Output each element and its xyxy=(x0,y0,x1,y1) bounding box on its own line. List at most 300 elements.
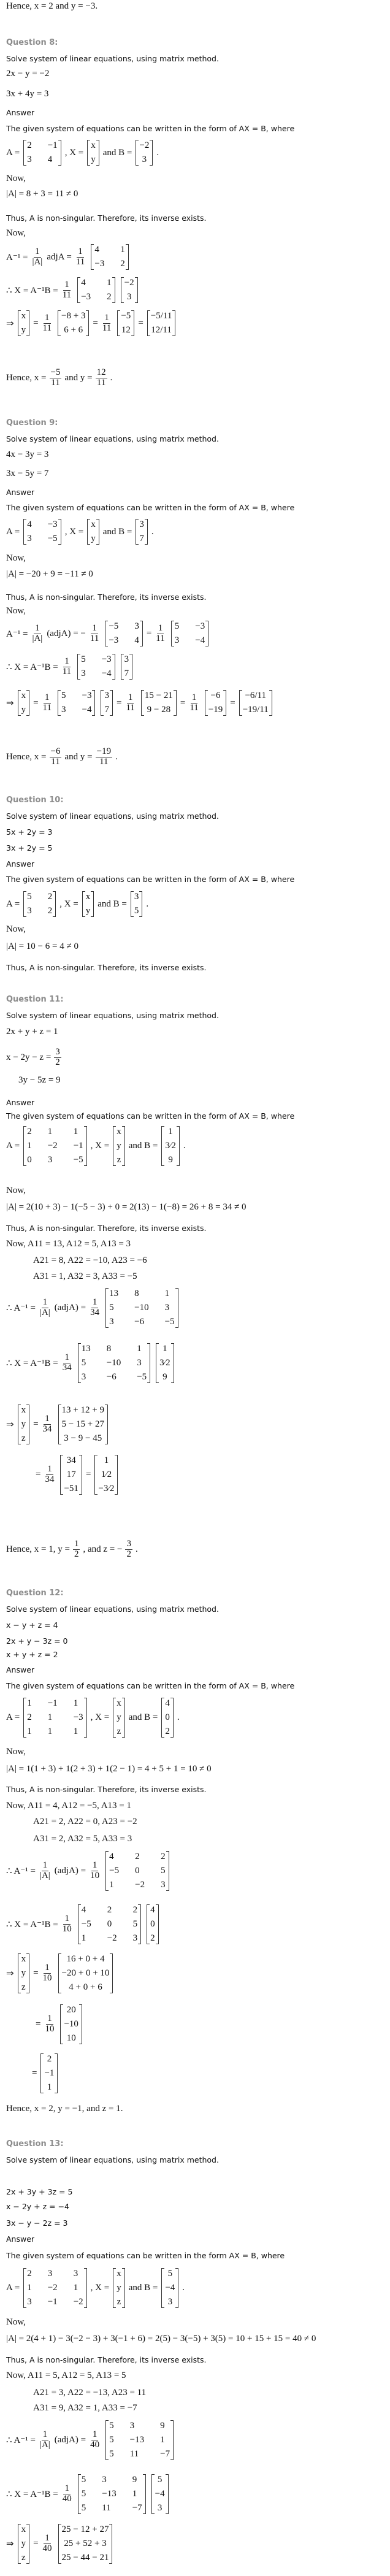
matrix-x xyxy=(18,310,30,336)
numerator: 1 xyxy=(45,692,50,702)
matrix-cell: −19/11 xyxy=(242,705,269,715)
denominator: 34 xyxy=(45,1474,55,1484)
math-text: = xyxy=(36,1470,41,1479)
nonsingular-note: Thus, A is non-singular. Therefore, its inverse exists. xyxy=(6,1224,207,1233)
denominator: 10 xyxy=(90,1871,100,1880)
matrix-cell: 2 xyxy=(107,1905,112,1915)
matrix-cell: 3⁄2 xyxy=(165,1141,176,1151)
math-text: = xyxy=(146,628,152,638)
denominator: 34 xyxy=(62,1363,72,1373)
denominator: 11 xyxy=(96,377,106,388)
math-text: ⇒ xyxy=(6,318,14,329)
fraction xyxy=(89,2430,101,2450)
cofactors: A21 = 8, A22 = −10, A23 = −6 xyxy=(33,1255,147,1265)
matrix-cell: 2 xyxy=(27,140,32,150)
matrix-cell: 4 xyxy=(109,1852,114,1861)
matrix-cell: 1 xyxy=(73,1127,78,1137)
matrix-cell: 2 xyxy=(27,1712,32,1722)
matrix-cell: 2 xyxy=(47,906,53,916)
math-text: ∴ A⁻¹ = xyxy=(6,2436,36,2445)
form-statement: The given system of equations can be written in the form of AX = B, where xyxy=(6,124,295,133)
matrix-cell: y xyxy=(21,1968,26,1978)
math-text: ∴ X = A⁻¹B = xyxy=(6,2490,58,2499)
fraction xyxy=(44,1465,55,1485)
numerator: 1 xyxy=(104,312,109,323)
matrix-cell: −4 xyxy=(165,2283,175,2293)
denominator: 11 xyxy=(51,377,60,388)
matrix-cell: y xyxy=(117,2283,121,2293)
math-text: and B = xyxy=(98,899,127,909)
matrix-cell: 1 xyxy=(27,2283,32,2293)
matrix-cell: 3⁄2 xyxy=(159,1358,170,1368)
denominator: 34 xyxy=(90,1308,100,1317)
math-text: ⇒ xyxy=(6,1969,14,1979)
matrix-cell: 25 − 44 − 21 xyxy=(61,2553,109,2563)
math-line xyxy=(6,1904,161,1944)
equation: 2x + y + z = 1 xyxy=(6,1027,58,1037)
question-title: Question 11: xyxy=(6,995,64,1004)
matrix-cell: 1 xyxy=(120,245,125,255)
matrix-cell: 5 xyxy=(81,2489,86,2499)
fraction xyxy=(89,1298,101,1318)
result xyxy=(239,690,272,716)
nonsingular-note: Thus, A is non-singular. Therefore, its inverse exists. xyxy=(6,963,207,972)
denominator: 11 xyxy=(90,633,99,643)
math-text: , X = xyxy=(90,2283,110,2293)
matrix-cell: y xyxy=(91,534,96,543)
matrix-cell: 3 xyxy=(27,534,32,543)
matrix-cell: −10 xyxy=(64,2019,78,2029)
denominator: 40 xyxy=(90,2440,100,2450)
math-text: ∴ X = A⁻¹B = xyxy=(6,1359,58,1368)
matrix-b xyxy=(161,2268,178,2308)
matrix-x xyxy=(113,1126,125,1166)
matrix-cell: 4 xyxy=(47,155,53,164)
now-label: Now, xyxy=(6,1186,26,1195)
result xyxy=(40,2053,58,2093)
matrix-cell: 1 xyxy=(47,1127,53,1137)
math-text: Hence, x = xyxy=(6,751,47,762)
matrix-cell: y xyxy=(21,705,26,715)
numerator: 1 xyxy=(92,2429,98,2440)
matrix-cell: 3 xyxy=(167,2297,173,2307)
expanded xyxy=(141,690,177,716)
matrix-cell: 5 xyxy=(174,621,180,631)
matrix-x xyxy=(18,1405,30,1444)
matrix-cell: 2 xyxy=(47,892,53,902)
cofactors: A31 = 1, A32 = 3, A33 = −5 xyxy=(33,1271,137,1281)
matrix-cell: x xyxy=(117,2269,121,2279)
matrix-cell: 1 xyxy=(73,1727,78,1736)
form-statement: The given system of equations can be written in the form AX = B, where xyxy=(6,2251,285,2260)
matrix-x xyxy=(18,2524,30,2564)
matrix-cell: −10 xyxy=(134,1303,149,1313)
matrix-cell: 3 xyxy=(47,2269,53,2279)
math-line xyxy=(6,1539,138,1560)
matrix-cell: −5 xyxy=(137,1372,147,1382)
matrix-cell: 3 xyxy=(142,155,147,164)
matrix-cell: −1 xyxy=(47,2297,58,2307)
math-text: A = xyxy=(6,2283,20,2293)
matrix-cell: −2 xyxy=(124,278,134,288)
matrix-cell: 7 xyxy=(124,669,129,678)
matrix-cell: 1⁄2 xyxy=(101,1470,112,1479)
matrix-cell: −5 xyxy=(81,1919,91,1929)
determinant: |A| = 1(1 + 3) + 1(2 + 3) + 1(2 − 1) = 4 + 5 + 1 = 10 ≠ 0 xyxy=(6,1764,212,1774)
matrix-cell: −6 xyxy=(106,1372,117,1382)
matrix-cell: 34 xyxy=(66,1455,76,1465)
math-text: = xyxy=(116,697,122,708)
simplified xyxy=(205,690,226,716)
matrix-cell: 5 xyxy=(161,1866,166,1876)
math-text: , X = xyxy=(90,1712,110,1722)
denominator: 40 xyxy=(62,2494,72,2504)
matrix-cell: −5 xyxy=(73,1155,83,1165)
denominator: 11 xyxy=(42,323,52,333)
matrix-a xyxy=(23,519,61,545)
denominator: 2 xyxy=(55,1057,60,1067)
adj-matrix xyxy=(171,621,208,646)
equation: x − y + z = 4 xyxy=(6,1620,58,1630)
denominator: 10 xyxy=(45,2024,55,2034)
matrix-cell: 4 xyxy=(165,1698,170,1708)
matrix-cell: 4 xyxy=(134,635,139,645)
matrix-cell: 0 xyxy=(27,1155,32,1165)
math-text: x − 2y − z = xyxy=(6,1052,52,1062)
matrix-b xyxy=(151,2474,169,2514)
expanded xyxy=(58,1405,108,1444)
denominator: 11 xyxy=(75,256,85,267)
math-line xyxy=(6,1405,110,1444)
numerator: −6 xyxy=(50,746,61,756)
fraction xyxy=(61,657,72,677)
fraction xyxy=(96,747,112,767)
matrix-cell: x xyxy=(91,140,96,150)
matrix-cell: −5 xyxy=(109,621,119,631)
cofactors: A21 = 3, A22 = −13, A23 = 11 xyxy=(33,2388,147,2398)
matrix-cell: 5 xyxy=(109,2449,114,2459)
matrix-cell: z xyxy=(117,1727,121,1736)
math-text: = xyxy=(180,697,186,708)
matrix-cell: −4 xyxy=(101,669,112,678)
numerator: 1 xyxy=(191,692,197,702)
fraction xyxy=(39,2430,52,2450)
math-text: ∴ X = A⁻¹B = xyxy=(6,1920,58,1930)
numerator: 1 xyxy=(64,279,69,289)
determinant: |A| = 2(4 + 1) − 3(−2 − 3) + 3(−1 + 6) = 2(5) − 3(−5) + 3(5) = 10 + 15 + 15 = 40 ≠ 0 xyxy=(6,2334,316,2344)
question-prompt: Solve system of linear equations, using matrix method. xyxy=(6,1011,219,1020)
numerator: 1 xyxy=(47,2014,52,2024)
matrix-cell: −3 xyxy=(94,259,105,269)
math-line xyxy=(6,2524,114,2564)
matrix-cell: 8 xyxy=(134,1289,139,1298)
adj-matrix xyxy=(91,244,128,270)
numerator: 12 xyxy=(96,367,106,377)
math-text: ⇒ xyxy=(6,698,14,708)
cofactors: A31 = 2, A32 = 5, A33 = 3 xyxy=(33,1834,132,1844)
math-text: ⇒ xyxy=(6,2539,14,2549)
matrix-cell: 10 xyxy=(66,2033,76,2043)
equation: 2x − y = −2 xyxy=(6,69,50,79)
matrix-cell: 3 xyxy=(134,621,139,631)
form-statement: The given system of equations can be written in the form of AX = B, where xyxy=(6,1681,295,1690)
math-line xyxy=(6,1288,180,1328)
matrix-cell: −5 xyxy=(109,1866,120,1876)
matrix-a xyxy=(23,140,61,166)
matrix-b xyxy=(136,519,148,545)
matrix-cell: x xyxy=(21,1954,26,1964)
denominator: 10 xyxy=(62,1924,72,1934)
fraction xyxy=(42,693,53,713)
now-label: Now, xyxy=(6,553,26,563)
matrix-cell: 1 xyxy=(162,1344,167,1354)
math-line xyxy=(6,2474,170,2514)
matrix-cell: 3 xyxy=(109,1317,114,1327)
math-text: = xyxy=(33,1968,39,1978)
fraction xyxy=(42,313,53,334)
math-text: , X = xyxy=(90,1141,110,1151)
matrix-cell: 9 xyxy=(132,2475,137,2485)
fraction xyxy=(125,1539,132,1560)
matrix-cell: 12/11 xyxy=(151,325,172,335)
cofactors: Now, A11 = 4, A12 = −5, A13 = 1 xyxy=(6,1801,131,1811)
denominator: 11 xyxy=(102,323,112,333)
matrix-cell: 5 xyxy=(81,654,86,664)
numerator: 3 xyxy=(126,1539,131,1549)
matrix-cell: 5 xyxy=(132,1919,138,1929)
matrix-cell: 25 − 12 + 27 xyxy=(61,2524,109,2534)
matrix-cell: 3 xyxy=(174,635,180,645)
matrix-cell: 5 xyxy=(109,1303,114,1313)
matrix-cell: 9 xyxy=(162,1372,167,1382)
expanded xyxy=(58,2524,113,2564)
math-text: . xyxy=(156,147,159,158)
adj-matrix xyxy=(105,1288,178,1328)
matrix-cell: 13 + 12 + 9 xyxy=(61,1405,104,1415)
math-line xyxy=(6,277,140,303)
math-text: and B = xyxy=(128,2283,158,2293)
matrix-cell: 5 xyxy=(109,2421,114,2431)
math-line xyxy=(6,140,159,166)
matrix-cell: −1 xyxy=(73,1141,83,1151)
math-text: and B = xyxy=(102,147,132,158)
fraction xyxy=(124,693,136,713)
math-text: , X = xyxy=(64,526,84,537)
math-text: = xyxy=(230,697,235,708)
math-text: . xyxy=(115,751,118,762)
fraction xyxy=(101,313,112,334)
matrix-cell: 5 xyxy=(81,2503,86,2513)
matrix-cell: 1 xyxy=(47,1712,53,1722)
matrix-cell: z xyxy=(117,1155,121,1165)
determinant: |A| = −20 + 9 = −11 ≠ 0 xyxy=(6,569,93,579)
denominator: |A| xyxy=(39,2440,50,2450)
matrix-cell: 1 xyxy=(107,278,112,288)
matrix-cell: −7 xyxy=(160,2449,170,2459)
question-prompt: Solve system of linear equations, using matrix method. xyxy=(6,1604,219,1614)
matrix-cell: 3 xyxy=(47,1155,53,1165)
matrix-cell: y xyxy=(117,1141,121,1151)
matrix-cell: y xyxy=(21,2539,26,2548)
fraction xyxy=(39,1298,52,1318)
question-prompt: Solve system of linear equations, using matrix method. xyxy=(6,434,219,443)
matrix-cell: −2 xyxy=(139,140,150,150)
matrix-cell: 1 xyxy=(104,1455,109,1465)
matrix-cell: −3 xyxy=(101,654,112,664)
matrix-cell: −1 xyxy=(47,1698,58,1708)
nonsingular-note: Thus, A is non-singular. Therefore, its inverse exists. xyxy=(6,213,207,223)
math-text: Hence, x = xyxy=(6,372,47,383)
equation: 5x + 2y = 3 xyxy=(6,827,53,837)
denominator: 11 xyxy=(189,702,199,713)
math-line xyxy=(6,244,131,270)
equation: 3x + 2y = 5 xyxy=(6,843,53,853)
matrix-cell: 3 xyxy=(81,1372,86,1382)
denominator: 34 xyxy=(42,1424,52,1434)
matrix-cell: z xyxy=(21,2553,26,2563)
matrix-x xyxy=(87,519,99,545)
nonsingular-note: Thus, A is non-singular. Therefore, its inverse exists. xyxy=(6,2355,207,2364)
matrix-cell: 1 xyxy=(73,1698,78,1708)
expanded xyxy=(58,1953,113,1993)
matrix-cell: x xyxy=(21,691,26,700)
equation: 3x − 5y = 7 xyxy=(6,469,49,478)
matrix-cell: −4 xyxy=(155,2489,165,2499)
matrix-cell: 2 xyxy=(107,292,112,302)
now-label: Now, xyxy=(6,2317,26,2327)
matrix-cell: −5 xyxy=(121,311,131,321)
matrix-cell: 3 xyxy=(134,892,139,902)
matrix-a xyxy=(23,2268,86,2308)
numerator: 1 xyxy=(45,1414,50,1424)
numerator: 1 xyxy=(158,623,163,633)
denominator: 40 xyxy=(42,2543,52,2553)
question-title: Question 9: xyxy=(6,418,58,427)
math-line xyxy=(6,891,148,917)
math-line xyxy=(6,654,134,680)
now-label: Now, xyxy=(6,174,26,183)
matrix-cell: 4 xyxy=(150,1905,155,1915)
math-line xyxy=(6,1343,176,1383)
matrix-cell: 1 xyxy=(168,1127,173,1137)
fraction xyxy=(39,1861,52,1881)
form-statement: The given system of equations can be written in the form of AX = B, where xyxy=(6,503,295,512)
math-text: ∴ A⁻¹ = xyxy=(6,1303,36,1313)
numerator: 1 xyxy=(42,1297,48,1308)
adj-matrix xyxy=(105,1851,169,1891)
numerator: 1 xyxy=(42,2429,48,2440)
numerator: 1 xyxy=(92,623,97,633)
equation: x − 2y + z = −4 xyxy=(6,2202,69,2211)
cofactors: A21 = 2, A22 = 0, A23 = −2 xyxy=(33,1817,137,1827)
math-text: . xyxy=(151,526,154,537)
matrix-cell: 2 xyxy=(120,259,125,269)
math-line xyxy=(6,1126,186,1166)
matrix-cell: 3 xyxy=(27,2297,32,2307)
matrix-cell: 5 xyxy=(27,892,32,902)
math-text: , and z = − xyxy=(83,1544,123,1554)
fraction xyxy=(61,1353,73,1373)
math-line xyxy=(6,690,274,716)
numerator: 1 xyxy=(45,2533,50,2543)
matrix-cell: 5 xyxy=(61,691,66,700)
denominator: 11 xyxy=(126,702,135,713)
matrix-cell: x xyxy=(21,2524,26,2534)
matrix-cell: −3 xyxy=(195,621,205,631)
fraction xyxy=(75,247,86,267)
nonsingular-note: Thus, A is non-singular. Therefore, its inverse exists. xyxy=(6,592,207,602)
simplified xyxy=(117,310,134,336)
answer-label: Answer xyxy=(6,1665,35,1674)
numerator: 1 xyxy=(128,692,133,702)
math-text: , X = xyxy=(64,147,84,158)
fraction xyxy=(31,247,44,267)
numerator: 1 xyxy=(64,2483,69,2494)
matrix-cell: −2 xyxy=(135,1880,145,1890)
denominator: |A| xyxy=(32,256,43,267)
matrix-cell: −3 xyxy=(47,519,58,529)
matrix-cell: 13 xyxy=(109,1289,119,1298)
denominator: 2 xyxy=(74,1549,79,1559)
matrix-cell: −3 xyxy=(82,691,92,700)
now-label: Now, xyxy=(6,228,26,238)
matrix-cell: 2 xyxy=(27,1127,32,1137)
matrix-cell: 8 xyxy=(106,1344,112,1354)
matrix-cell: −10 xyxy=(106,1358,121,1368)
matrix-cell: −19 xyxy=(208,705,223,715)
math-text: . xyxy=(146,899,149,909)
math-text: Hence, x = 1, y = xyxy=(6,1544,70,1554)
math-text: (adjA) = xyxy=(54,2435,86,2445)
matrix-cell: 2 xyxy=(27,2269,32,2279)
math-line xyxy=(6,621,210,646)
matrix-cell: 2 xyxy=(132,1905,138,1915)
matrix-cell: 5 xyxy=(134,906,139,916)
denominator: 11 xyxy=(51,756,60,767)
matrix-cell: 17 xyxy=(66,1470,76,1479)
matrix-cell: −4 xyxy=(82,705,92,715)
matrix-cell: 3 xyxy=(27,155,32,164)
adj-matrix xyxy=(78,1904,141,1944)
simplified xyxy=(60,1455,82,1495)
final-answer: Hence, x = 2, y = −1, and z = 1. xyxy=(6,2104,123,2114)
cofactors: Now, A11 = 13, A12 = 5, A13 = 3 xyxy=(6,1239,131,1249)
matrix-cell: 1 xyxy=(137,1344,142,1354)
determinant: |A| = 10 − 6 = 4 ≠ 0 xyxy=(6,941,78,951)
numerator: 1 xyxy=(35,246,40,256)
answer-label: Answer xyxy=(6,108,35,117)
question-title: Question 12: xyxy=(6,1589,64,1598)
matrix-cell: 9 xyxy=(160,2421,165,2431)
math-text: = xyxy=(33,318,39,328)
matrix-cell: 1 xyxy=(160,2435,165,2445)
fraction xyxy=(44,2014,55,2034)
cofactors: A31 = 9, A32 = 1, A33 = −7 xyxy=(33,2403,137,2413)
question-prompt: Solve system of linear equations, using matrix method. xyxy=(6,54,219,63)
matrix-b xyxy=(131,891,143,917)
matrix-cell: 3 xyxy=(164,1303,170,1313)
matrix-cell: y xyxy=(91,155,96,164)
fraction xyxy=(96,368,107,388)
matrix-cell: 3 xyxy=(61,705,66,715)
fraction xyxy=(89,624,100,644)
matrix-cell: 2 xyxy=(47,2054,52,2064)
matrix-cell: 4 xyxy=(94,245,99,255)
math-line xyxy=(6,519,154,545)
numerator: −19 xyxy=(96,746,112,756)
matrix-cell: −20 + 0 + 10 xyxy=(61,1968,110,1978)
math-text: = xyxy=(33,1419,39,1429)
